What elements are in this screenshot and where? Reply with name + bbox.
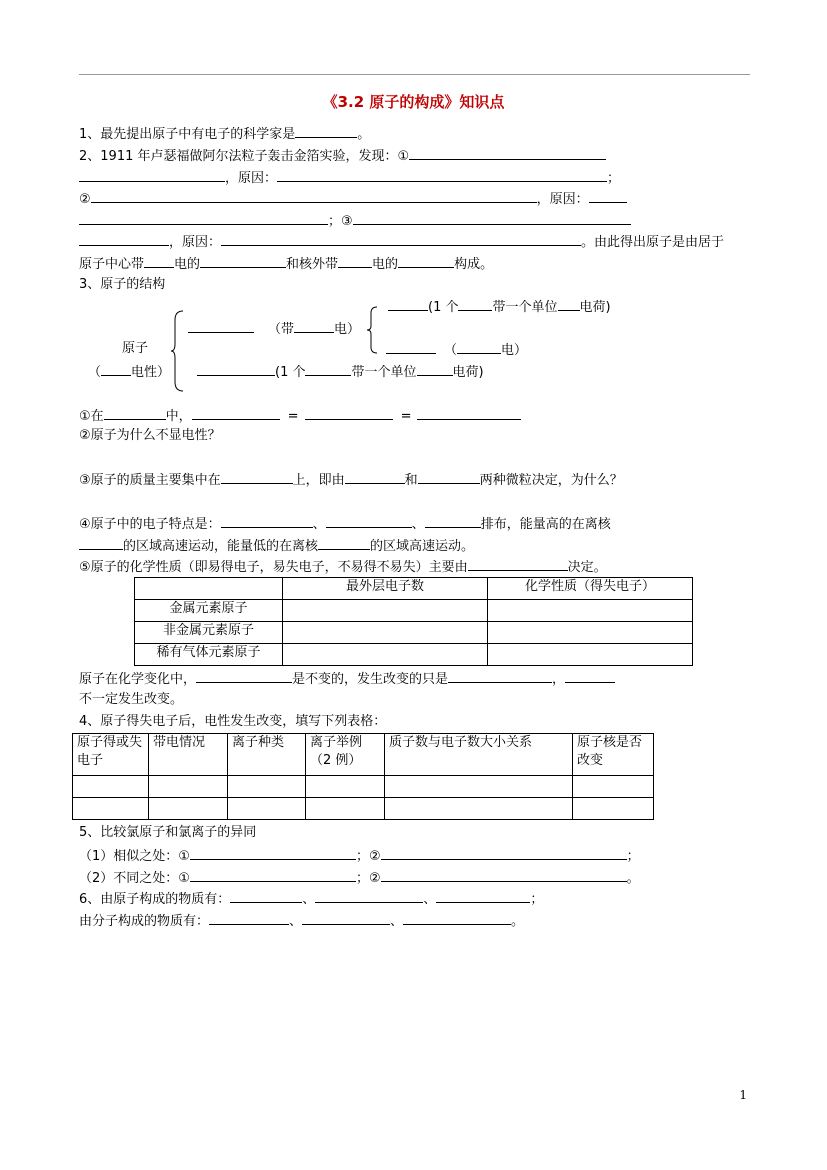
blank[interactable] bbox=[101, 362, 131, 376]
blank[interactable] bbox=[192, 406, 280, 420]
question-6-molecules: 由分子构成的物质有： 、 、 。 bbox=[79, 911, 524, 931]
table-cell[interactable] bbox=[573, 776, 654, 798]
question-1: 1、最先提出原子中有电子的科学家是 。 bbox=[79, 124, 370, 144]
atom-label: 原子 bbox=[122, 341, 149, 356]
table-header-row: 最外层电子数 化学性质（得失电子） bbox=[135, 578, 693, 600]
table-row: 稀有气体元素原子 bbox=[135, 644, 693, 666]
blank[interactable] bbox=[302, 911, 390, 925]
table-cell[interactable] bbox=[283, 600, 488, 622]
question-5-heading: 5、比较氯原子和氯离子的异同 bbox=[79, 825, 257, 840]
blank[interactable] bbox=[221, 232, 581, 246]
blank[interactable] bbox=[565, 669, 615, 683]
blank[interactable] bbox=[353, 211, 631, 225]
blank[interactable] bbox=[417, 362, 453, 376]
point-4-line-1: ④原子中的电子特点是： 、 、 排布，能量高的在离核 bbox=[79, 514, 611, 534]
blank[interactable] bbox=[79, 232, 169, 246]
blank[interactable] bbox=[79, 211, 328, 225]
blank[interactable] bbox=[315, 889, 423, 903]
point-2: ②原子为什么不显电性？ bbox=[79, 428, 221, 443]
table-cell[interactable] bbox=[283, 644, 488, 666]
blank[interactable] bbox=[318, 536, 370, 550]
chemical-property-table bbox=[134, 577, 693, 666]
question-2-line-1: 2、1911 年卢瑟福做阿尔法粒子轰击金箔实验，发现：① bbox=[79, 146, 606, 166]
blank[interactable] bbox=[418, 470, 480, 484]
point-4-line-2: 的区域高速运动，能量低的在离核 的区域高速运动。 bbox=[79, 536, 474, 556]
ion-table bbox=[72, 733, 654, 820]
point-5: ⑤原子的化学性质（即易得电子，易失电子，不易得不易失）主要由 决定。 bbox=[79, 557, 607, 577]
blank[interactable] bbox=[345, 470, 405, 484]
table-cell[interactable] bbox=[306, 776, 385, 798]
question-2-line-5: ，原因： 。由此得出原子是由居于 bbox=[79, 232, 724, 252]
neutron-row: （ 电） bbox=[386, 340, 527, 360]
blank[interactable] bbox=[386, 340, 436, 354]
table-cell[interactable] bbox=[228, 776, 306, 798]
blank[interactable] bbox=[104, 406, 166, 420]
question-2-line-2: ，原因： ； bbox=[79, 168, 620, 188]
blank[interactable] bbox=[338, 254, 372, 268]
blank[interactable] bbox=[197, 362, 275, 376]
point-6-line-2: 不一定发生改变。 bbox=[79, 692, 184, 707]
question-2-line-6: 原子中心带 电的 和核外带 电的 构成。 bbox=[79, 254, 493, 274]
blank[interactable] bbox=[403, 911, 511, 925]
table-cell[interactable] bbox=[149, 776, 228, 798]
blank[interactable] bbox=[91, 189, 537, 203]
proton-row: (1 个 带一个单位 电荷) bbox=[388, 297, 611, 317]
table-row: 非金属元素原子 bbox=[135, 622, 693, 644]
table-cell[interactable] bbox=[149, 798, 228, 820]
blank[interactable] bbox=[190, 868, 356, 882]
top-rule bbox=[79, 74, 750, 75]
blank[interactable] bbox=[468, 557, 568, 571]
table-row bbox=[73, 798, 654, 820]
blank[interactable] bbox=[381, 868, 627, 882]
table-cell[interactable] bbox=[306, 798, 385, 820]
blank[interactable] bbox=[326, 514, 412, 528]
question-6-atoms: 6、由原子构成的物质有： 、 、 ； bbox=[79, 889, 543, 909]
right-brace bbox=[367, 306, 379, 354]
blank[interactable] bbox=[79, 168, 225, 182]
table-header-row: 原子得或失电子 带电情况 离子种类 离子举例（2 例） 质子数与电子数大小关系 原子核是否改变 bbox=[73, 734, 654, 776]
atom-charge: （ 电性） bbox=[88, 362, 170, 382]
blank[interactable] bbox=[305, 406, 393, 420]
table-cell[interactable] bbox=[283, 622, 488, 644]
table-cell[interactable] bbox=[573, 798, 654, 820]
blank[interactable] bbox=[188, 319, 254, 333]
question-5-different: （2）不同之处：① ；② 。 bbox=[79, 868, 640, 888]
point-3: ③原子的质量主要集中在 上，即由 和 两种微粒决定，为什么？ bbox=[79, 470, 623, 490]
blank[interactable] bbox=[381, 846, 627, 860]
blank[interactable] bbox=[295, 124, 357, 138]
question-3-heading: 3、原子的结构 bbox=[79, 277, 166, 292]
table-cell[interactable] bbox=[228, 798, 306, 820]
blank[interactable] bbox=[388, 297, 428, 311]
question-5-similar: （1）相似之处：① ；② ； bbox=[79, 846, 640, 866]
blank[interactable] bbox=[79, 536, 123, 550]
blank[interactable] bbox=[425, 514, 481, 528]
table-row bbox=[73, 776, 654, 798]
blank[interactable] bbox=[436, 889, 530, 903]
blank[interactable] bbox=[190, 846, 356, 860]
table-cell[interactable] bbox=[73, 776, 149, 798]
blank[interactable] bbox=[230, 889, 302, 903]
table-row: 金属元素原子 bbox=[135, 600, 693, 622]
blank[interactable] bbox=[305, 362, 351, 376]
left-brace bbox=[171, 310, 185, 392]
blank[interactable] bbox=[457, 340, 501, 354]
blank[interactable] bbox=[221, 470, 293, 484]
blank[interactable] bbox=[589, 189, 627, 203]
question-4-heading: 4、原子得失电子后，电性发生改变，填写下列表格： bbox=[79, 714, 387, 729]
blank[interactable] bbox=[144, 254, 174, 268]
table-cell[interactable] bbox=[385, 776, 573, 798]
blank[interactable] bbox=[409, 146, 606, 160]
blank[interactable] bbox=[294, 319, 334, 333]
table-cell[interactable] bbox=[385, 798, 573, 820]
blank[interactable] bbox=[277, 168, 607, 182]
blank[interactable] bbox=[200, 254, 286, 268]
point-1: ①在 中， = = bbox=[79, 406, 521, 426]
blank[interactable] bbox=[196, 669, 292, 683]
question-2-line-3: ② ，原因： bbox=[79, 189, 627, 209]
blank[interactable] bbox=[458, 297, 492, 311]
nucleus-row: （带 电） bbox=[188, 319, 360, 339]
page-number: 1 bbox=[739, 1088, 747, 1102]
table-cell[interactable] bbox=[488, 622, 693, 644]
electron-row: (1 个 带一个单位 电荷) bbox=[197, 362, 484, 382]
table-cell[interactable] bbox=[488, 600, 693, 622]
blank[interactable] bbox=[558, 297, 580, 311]
blank[interactable] bbox=[209, 911, 289, 925]
page-title: 《3.2 原子的构成》知识点 bbox=[322, 93, 505, 111]
blank[interactable] bbox=[398, 254, 454, 268]
question-2-line-4: ；③ bbox=[79, 211, 631, 231]
blank[interactable] bbox=[221, 514, 313, 528]
blank[interactable] bbox=[417, 406, 521, 420]
table-cell[interactable] bbox=[73, 798, 149, 820]
table-cell[interactable] bbox=[488, 644, 693, 666]
point-6-line-1: 原子在化学变化中， 是不变的，发生改变的只是 ， bbox=[79, 669, 615, 689]
blank[interactable] bbox=[448, 669, 552, 683]
